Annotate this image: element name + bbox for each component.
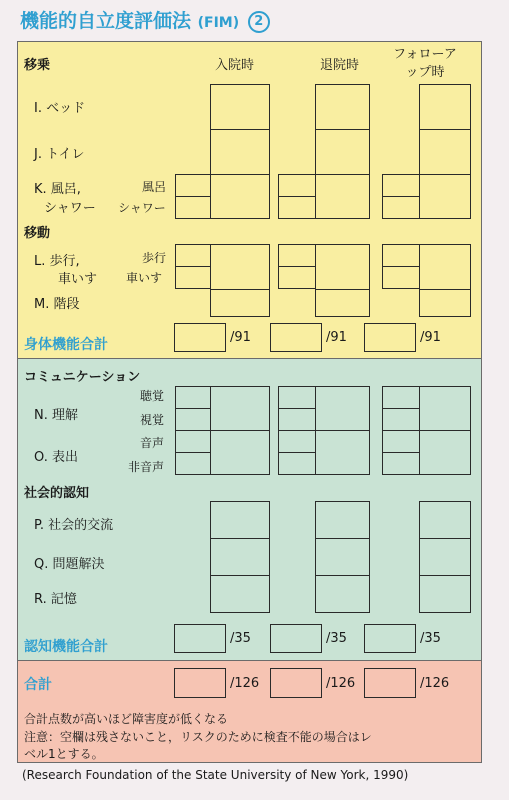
physical-total-label: 身体機能合計 bbox=[24, 337, 108, 353]
followup-divider-jk bbox=[419, 174, 471, 175]
followup-comm-sub-divider-1 bbox=[382, 408, 420, 409]
followup-physical-max: /91 bbox=[420, 330, 441, 345]
item-stairs: M. 階段 bbox=[34, 297, 80, 312]
note-line-3: ベル1とする。 bbox=[24, 747, 104, 761]
sub-shower: シャワー bbox=[118, 201, 166, 215]
admission-cognitive-total-box[interactable] bbox=[174, 624, 226, 653]
discharge-divider-pq bbox=[315, 538, 370, 539]
page-title bbox=[20, 6, 270, 33]
sub-wheelchair: 車いす bbox=[126, 271, 163, 285]
discharge-physical-total-box[interactable] bbox=[270, 323, 322, 352]
followup-divider-qr bbox=[419, 575, 471, 576]
admission-walk-sub-divider bbox=[175, 266, 211, 267]
followup-cognitive-max: /35 bbox=[420, 631, 441, 646]
admission-divider-no bbox=[210, 430, 270, 431]
note-line-2: 注意：空欄は残さないこと，リスクのために検査不能の場合はレ bbox=[24, 730, 372, 744]
discharge-social-box[interactable] bbox=[315, 501, 370, 613]
discharge-locomotion-box[interactable] bbox=[315, 244, 370, 317]
note-line-1: 合計点数が高いほど障害度が低くなる bbox=[24, 712, 229, 726]
sub-auditory: 聴覚 bbox=[140, 389, 165, 403]
discharge-divider-ij bbox=[315, 129, 370, 130]
item-walk: L. 歩行, bbox=[34, 254, 80, 269]
discharge-cognitive-max: /35 bbox=[326, 631, 347, 646]
title-number: 2 bbox=[248, 11, 270, 33]
followup-physical-total-box[interactable] bbox=[364, 323, 416, 352]
sub-vocal: 音声 bbox=[140, 436, 165, 450]
fim-form bbox=[17, 41, 482, 763]
followup-divider-no bbox=[419, 430, 471, 431]
admission-divider-ij bbox=[210, 129, 270, 130]
item-memory: R. 記憶 bbox=[34, 592, 77, 607]
discharge-divider-qr bbox=[315, 575, 370, 576]
discharge-divider-lm bbox=[315, 289, 370, 290]
item-comprehension: N. 理解 bbox=[34, 408, 78, 423]
item-bed: I. ベッド bbox=[34, 101, 86, 116]
discharge-cognitive-total-box[interactable] bbox=[270, 624, 322, 653]
discharge-total-box[interactable] bbox=[270, 668, 322, 698]
followup-walk-sub-divider bbox=[382, 266, 420, 267]
admission-bath-sub-divider bbox=[175, 196, 211, 197]
section-social: 社会的認知 bbox=[24, 486, 90, 501]
item-wheelchair: 車いす bbox=[58, 272, 98, 287]
discharge-total-max: /126 bbox=[326, 676, 356, 691]
item-social-interaction: P. 社会的交流 bbox=[34, 518, 114, 533]
sub-bath: 風呂 bbox=[142, 180, 167, 194]
followup-social-box[interactable] bbox=[419, 501, 471, 613]
followup-total-max: /126 bbox=[420, 676, 450, 691]
admission-divider-pq bbox=[210, 538, 270, 539]
admission-divider-jk bbox=[210, 174, 270, 175]
admission-total-box[interactable] bbox=[174, 668, 226, 698]
followup-total-box[interactable] bbox=[364, 668, 416, 698]
sub-walk: 歩行 bbox=[142, 251, 167, 265]
total-label: 合計 bbox=[24, 677, 52, 693]
admission-comm-sub-divider-3 bbox=[175, 452, 211, 453]
citation: (Research Foundation of the State University of New York, 1990) bbox=[22, 768, 409, 782]
admission-physical-max: /91 bbox=[230, 330, 251, 345]
admission-locomotion-box[interactable] bbox=[210, 244, 270, 317]
admission-cognitive-max: /35 bbox=[230, 631, 251, 646]
item-bath: K. 風呂, bbox=[34, 182, 81, 197]
admission-divider-lm bbox=[210, 289, 270, 290]
title-text: 機能的自立度評価法 bbox=[20, 10, 192, 32]
item-expression: O. 表出 bbox=[34, 450, 78, 465]
section-transfer: 移乗 bbox=[24, 58, 51, 73]
followup-comm-sub-divider-2 bbox=[382, 430, 420, 431]
col-discharge: 退院時 bbox=[320, 58, 360, 73]
discharge-bath-sub-divider bbox=[278, 196, 316, 197]
sub-visual: 視覚 bbox=[140, 413, 165, 427]
followup-bath-sub-divider bbox=[382, 196, 420, 197]
followup-divider-pq bbox=[419, 538, 471, 539]
admission-social-box[interactable] bbox=[210, 501, 270, 613]
admission-comm-sub-divider-2 bbox=[175, 430, 211, 431]
followup-comm-sub-divider-3 bbox=[382, 452, 420, 453]
discharge-comm-sub-divider-3 bbox=[278, 452, 316, 453]
admission-total-max: /126 bbox=[230, 676, 260, 691]
discharge-divider-no bbox=[315, 430, 370, 431]
followup-cognitive-total-box[interactable] bbox=[364, 624, 416, 653]
cognitive-total-label: 認知機能合計 bbox=[24, 639, 108, 655]
section-communication: コミュニケーション bbox=[24, 370, 141, 385]
discharge-physical-max: /91 bbox=[326, 330, 347, 345]
followup-divider-ij bbox=[419, 129, 471, 130]
item-problem-solving: Q. 問題解決 bbox=[34, 557, 105, 572]
item-shower: シャワー bbox=[44, 201, 96, 216]
followup-divider-lm bbox=[419, 289, 471, 290]
discharge-divider-jk bbox=[315, 174, 370, 175]
title-fim: (FIM) bbox=[197, 15, 240, 31]
discharge-comm-sub-divider-1 bbox=[278, 408, 316, 409]
followup-locomotion-box[interactable] bbox=[419, 244, 471, 317]
col-admission: 入院時 bbox=[215, 58, 255, 73]
sub-nonvocal: 非音声 bbox=[128, 460, 165, 474]
admission-transfer-box[interactable] bbox=[210, 84, 270, 219]
admission-divider-qr bbox=[210, 575, 270, 576]
col-followup: フォローアップ時 bbox=[393, 47, 457, 80]
item-toilet: J. トイレ bbox=[34, 147, 85, 162]
admission-comm-sub-divider-1 bbox=[175, 408, 211, 409]
discharge-walk-sub-divider bbox=[278, 266, 316, 267]
discharge-transfer-box[interactable] bbox=[315, 84, 370, 219]
section-locomotion: 移動 bbox=[24, 226, 51, 241]
admission-physical-total-box[interactable] bbox=[174, 323, 226, 352]
discharge-comm-sub-divider-2 bbox=[278, 430, 316, 431]
followup-transfer-box[interactable] bbox=[419, 84, 471, 219]
